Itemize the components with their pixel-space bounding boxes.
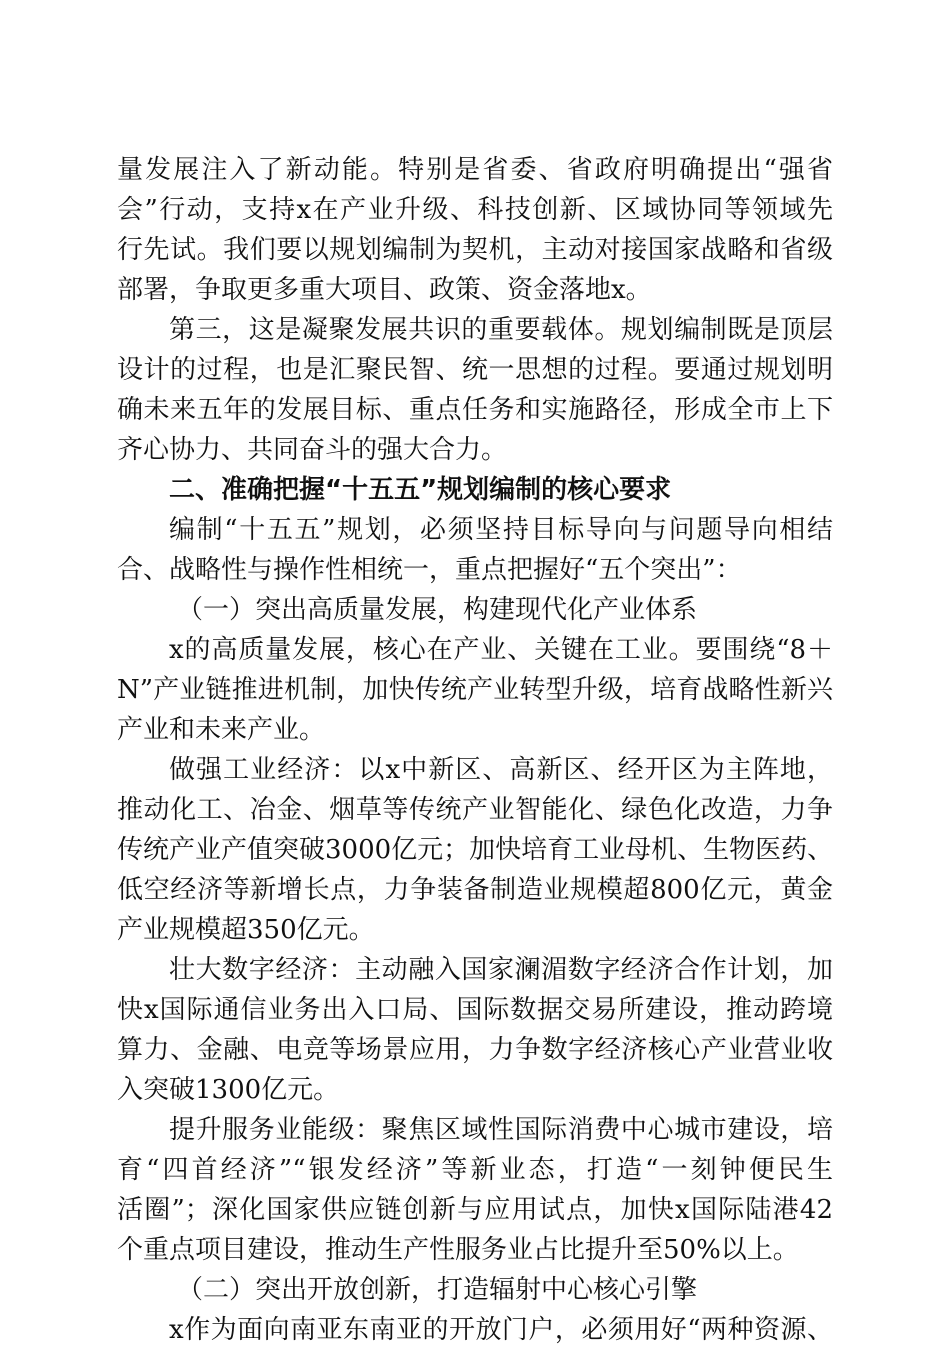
paragraph-start-line: 做强工业经济：以x中新区、高新区、经开区为主阵地， (169, 755, 833, 785)
text-line: 合、战略性与操作性相统一，重点把握好“五个突出”： (117, 555, 742, 585)
text-line: 推动化工、冶金、烟草等传统产业智能化、绿色化改造，力争 (117, 795, 833, 825)
text-line: 设计的过程，也是汇聚民智、统一思想的过程。要通过规划明 (117, 355, 833, 385)
paragraph-start-line: x作为面向南亚东南亚的开放门户，必须用好“两种资源、 (169, 1315, 833, 1345)
text-line: 算力、金融、电竞等场景应用，力争数字经济核心产业营业收 (117, 1035, 833, 1065)
text-line: 产业和未来产业。 (117, 715, 326, 745)
text-line: 量发展注入了新动能。特别是省委、省政府明确提出“强省 (117, 155, 833, 185)
text-line: 快x国际通信业务出入口局、国际数据交易所建设，推动跨境 (117, 995, 833, 1025)
text-line: 活圈”；深化国家供应链创新与应用试点，加快x国际陆港42 (117, 1195, 833, 1225)
text-line: 育“四首经济”“银发经济”等新业态，打造“一刻钟便民生 (117, 1155, 833, 1185)
text-line: 确未来五年的发展目标、重点任务和实施路径，形成全市上下 (117, 395, 833, 425)
subsection-heading: （一）突出高质量发展，构建现代化产业体系 (177, 595, 698, 625)
document-page (117, 150, 833, 1350)
text-line: 个重点项目建设，推动生产性服务业占比提升至50%以上。 (117, 1235, 799, 1265)
text-line: 传统产业产值突破3000亿元；加快培育工业母机、生物医药、 (117, 835, 833, 865)
text-line: 会”行动，支持x在产业升级、科技创新、区域协同等领域先 (117, 195, 833, 225)
paragraph-start-line: 编制“十五五”规划，必须坚持目标导向与问题导向相结 (169, 515, 833, 545)
paragraph-start-line: x的高质量发展，核心在产业、关键在工业。要围绕“8＋ (169, 635, 833, 665)
section-heading: 二、准确把握“十五五”规划编制的核心要求 (169, 475, 672, 505)
text-line: 低空经济等新增长点，力争装备制造业规模超800亿元，黄金 (117, 875, 833, 905)
text-line: N”产业链推进机制，加快传统产业转型升级，培育战略性新兴 (117, 675, 833, 705)
text-line: 齐心协力、共同奋斗的强大合力。 (117, 435, 508, 465)
paragraph-start-line: 提升服务业能级：聚焦区域性国际消费中心城市建设，培 (169, 1115, 833, 1145)
text-line: 部署，争取更多重大项目、政策、资金落地x。 (117, 275, 652, 305)
text-line: 行先试。我们要以规划编制为契机，主动对接国家战略和省级 (117, 235, 833, 265)
paragraph-start-line: 第三，这是凝聚发展共识的重要载体。规划编制既是顶层 (169, 315, 833, 345)
paragraph-start-line: 壮大数字经济：主动融入国家澜湄数字经济合作计划，加 (169, 955, 833, 985)
subsection-heading: （二）突出开放创新，打造辐射中心核心引擎 (177, 1275, 698, 1305)
text-line: 入突破1300亿元。 (117, 1075, 340, 1105)
text-line: 产业规模超350亿元。 (117, 915, 375, 945)
